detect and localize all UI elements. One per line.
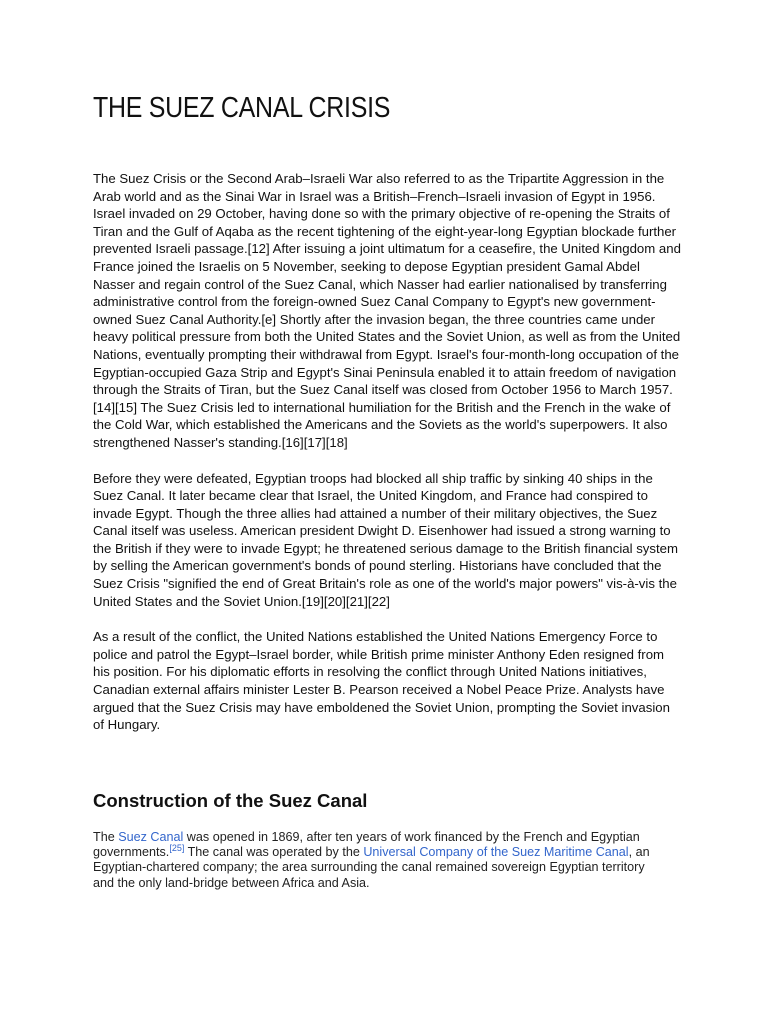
text-segment: The (93, 830, 119, 844)
link-universal-company[interactable]: Universal Company of the Suez Maritime Canal (363, 845, 629, 860)
reference-link-25[interactable]: [25] (169, 843, 185, 854)
article-body (93, 170, 683, 752)
text-segment: , an Egyptian-chartered company; the area surrounding the canal remained sovereign Egyptian territory and the only land-bridge between Africa and Asia. (93, 845, 650, 890)
paragraph-aftermath: As a result of the conflict, the United Nations established the United Nations Emergency Force to police and patrol the Egypt–Israel border, while British prime minister Anthony Eden resigned from his position. For his diplomatic efforts in resolving the conflict through United Nations initiatives, Canadian external affairs minister Lester B. Pearson received a Nobel Peace Prize. Analysts have argued that the Suez Crisis may have emboldened the Soviet Union, prompting the Soviet invasion of Hungary. (93, 629, 670, 733)
paragraph-defeat: Before they were defeated, Egyptian troops had blocked all ship traffic by sinking 40 ships in the Suez Canal. It later became clear that Israel, the United Kingdom, and France had conspired to invade Egypt. Though the three allies had attained a number of their military objectives, the Suez Canal itself was useless. American president Dwight D. Eisenhower had issued a strong warning to the British if they were to invade Egypt; he threatened serious damage to the British financial system by selling the American government's bonds of pound sterling. Historians have concluded that the Suez Crisis "signified the end of Great Britain's role as one of the world's major powers" vis-à-vis the United States and the Soviet Union.[19][20][21][22] (93, 470, 678, 609)
paragraph-construction (93, 830, 653, 891)
text-segment: was opened in 1869, after ten years of work financed by the French and Egyptian governments. (93, 830, 640, 860)
paragraph-intro: The Suez Crisis or the Second Arab–Israeli War also referred to as the Tripartite Aggression in the Arab world and as the Sinai War in Israel was a British–French–Israeli invasion of Egypt in 1956. Israel invaded on 29 October, having done so with the primary objective of re-opening the Straits of Tiran and the Gulf of Aqaba as the recent tightening of the eight-year-long Egyptian blockade further prevented Israeli passage.[12] After issuing a joint ultimatum for a ceasefire, the United Kingdom and France joined the Israelis on 5 November, seeking to depose Egyptian president Gamal Abdel Nasser and regain control of the Suez Canal, which Nasser had earlier nationalised by transferring administrative control from the foreign-owned Suez Canal Company to Egypt's new government-owned Suez Canal Authority.[e] Shortly after the invasion began, the three countries came under heavy political pressure from both the United States and the Soviet Union, as well as from the United Nations, eventually prompting their withdrawal from Egypt. Israel's four-month-long occupation of the Egyptian-occupied Gaza Strip and Egypt's Sinai Peninsula enabled it to attain freedom of navigation through the Straits of Tiran, but the Suez Canal itself was closed from October 1956 to March 1957.[14][15] The Suez Crisis led to international humiliation for the British and the French in the wake of the Cold War, which established the Americans and the Soviets as the world's superpowers. It also strengthened Nasser's standing.[16][17][18] (93, 171, 681, 450)
section-heading-construction: Construction of the Suez Canal (93, 790, 368, 811)
page-title: THE SUEZ CANAL CRISIS (93, 92, 391, 124)
link-suez-canal[interactable]: Suez Canal (118, 830, 184, 844)
text-segment: The canal was operated by the (184, 845, 364, 860)
